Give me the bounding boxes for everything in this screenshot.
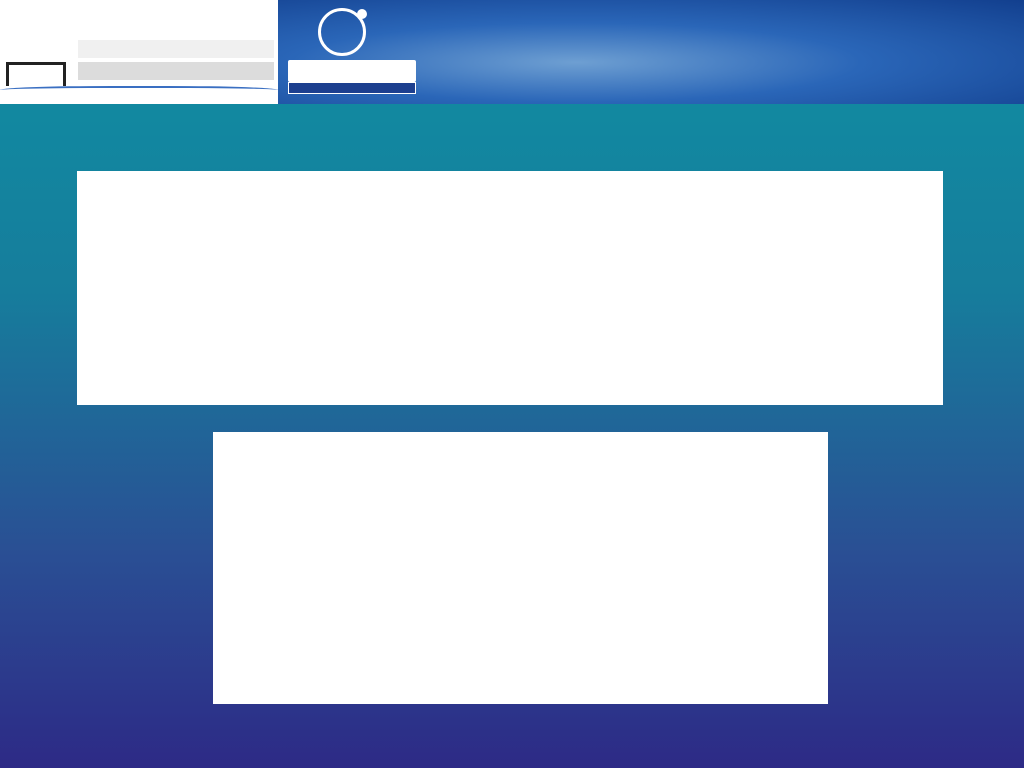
org-name-line2 <box>78 62 274 80</box>
header-banner <box>0 0 1024 104</box>
pier-icon <box>6 62 66 86</box>
expocomex-logo <box>288 60 416 82</box>
event-city <box>750 80 1010 98</box>
expo-description <box>426 60 566 96</box>
wave-icon <box>0 86 278 96</box>
source-footnote <box>144 741 884 759</box>
slide-title <box>124 126 724 158</box>
aippyc-logo <box>0 0 278 104</box>
port-traffic-table <box>77 171 943 405</box>
zal-data-table <box>213 432 828 704</box>
expo-tagline <box>288 82 416 94</box>
globe-icon <box>318 8 366 56</box>
event-dates <box>710 4 1010 34</box>
expocomex-banner <box>278 0 1024 104</box>
org-name-line1 <box>78 40 274 58</box>
event-venue <box>750 60 1010 80</box>
